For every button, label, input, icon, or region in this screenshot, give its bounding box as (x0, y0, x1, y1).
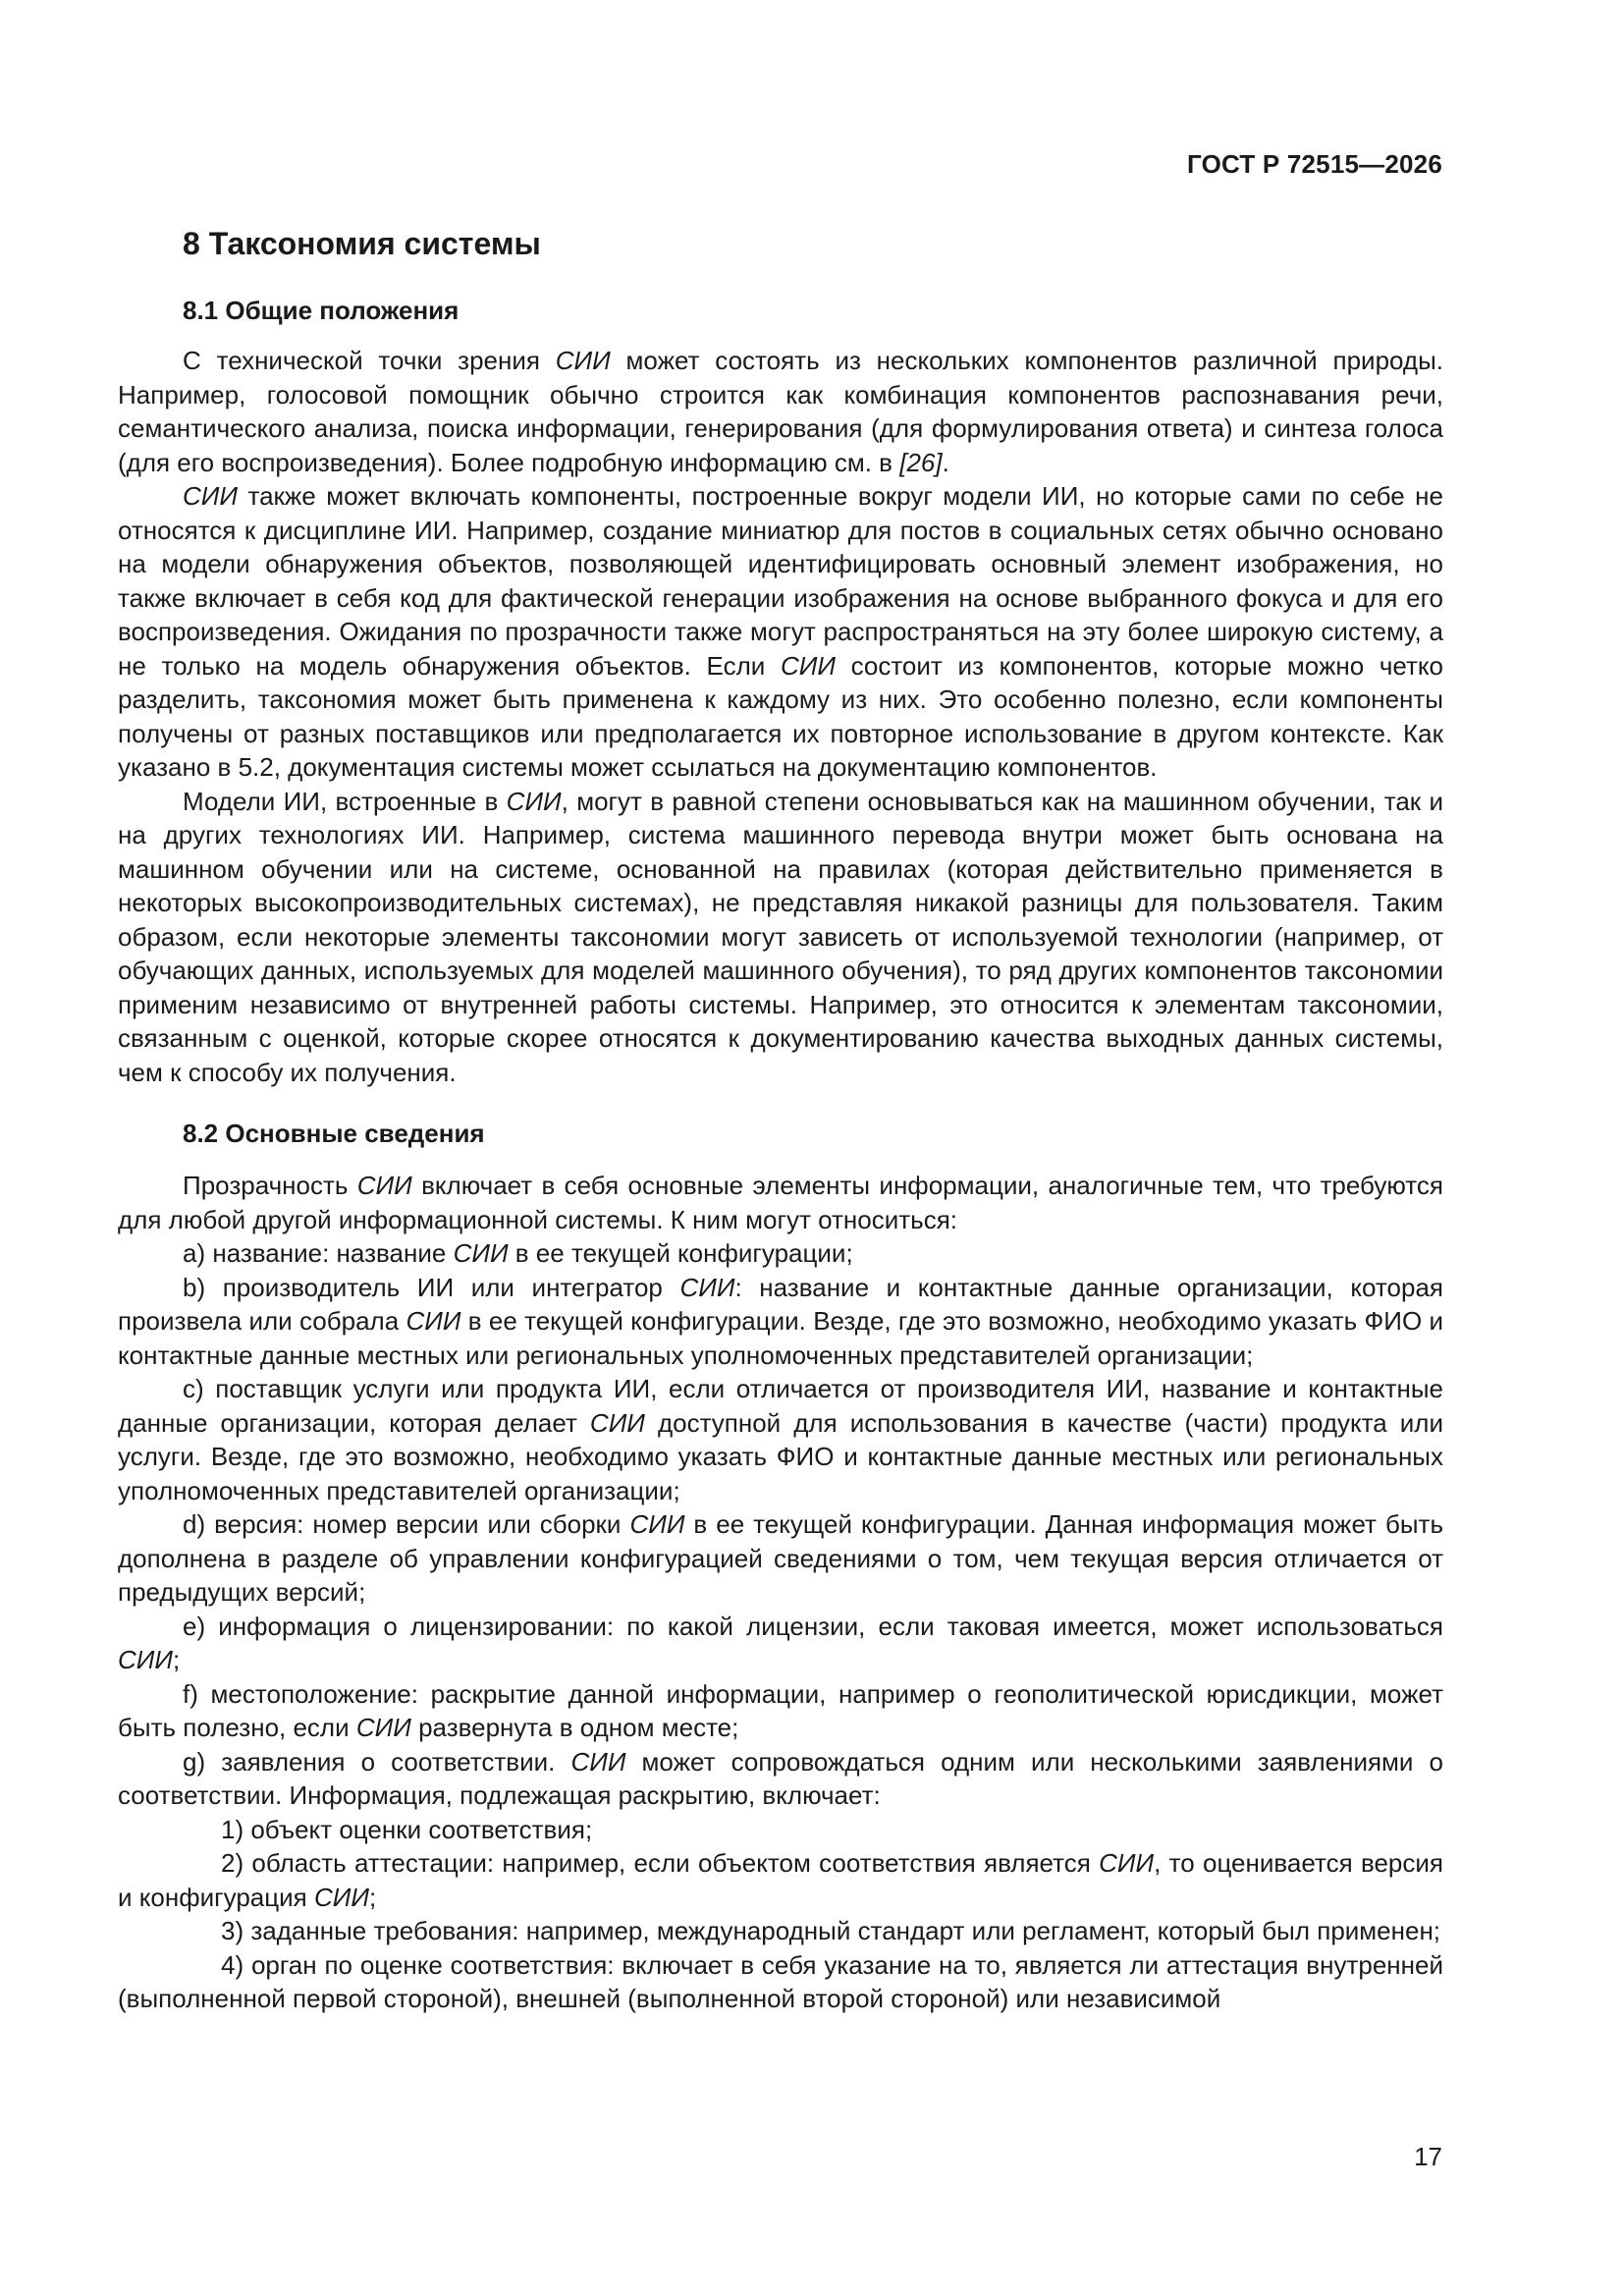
sublist-item-1: 1) объект оценки соответствия; (221, 1814, 593, 1844)
section-title: 8 Таксономия системы (183, 226, 541, 261)
sublist-item-3: 3) заданные требования: например, международный стандарт или регламент, который был применен; (221, 1916, 1441, 1945)
page-number: 17 (1414, 2142, 1442, 2171)
list-item-c: c) поставщик услуги или продукта ИИ, если отличается от производителя ИИ, название и контактные данные организации, которая делает СИИ доступной для использования в качестве (части) продукта или услуги. Везде, где это возможно, необходимо указать ФИО и контактные данные местных или региональных уполномоченных представителей организации; (118, 1374, 1444, 1505)
subsection-title-8-1: 8.1 Общие положения (183, 296, 460, 325)
list-item-f: f) местоположение: раскрытие данной информации, например о геополитической юрисдикции, может быть полезно, если СИИ развернута в одном месте; (118, 1678, 1443, 1742)
paragraph-8-1-3: Модели ИИ, встроенные в СИИ, могут в равной степени основываться как на машинном обучении, так и на других технологиях ИИ. Например, система машинного перевода внутри может быть основана на машинном обучении или на системе, основанной на правилах (которая действительно применяется в некоторых высокопроизводительных системах), не представляя никакой разницы для пользователя. Таким образом, если некоторые элементы таксономии могут зависеть от используемой технологии (например, от обучающих данных, используемых для моделей машинного обучения), то ряд других компонентов таксономии применим независимо от внутренней работы системы. Например, это относится к элементам таксономии, связанным с оценкой, которые скорее относятся к документированию качества выходных данных системы, чем к способу их получения. (118, 786, 1443, 1087)
subsection-title-8-2: 8.2 Основные сведения (183, 1119, 485, 1148)
subsection-8-2 (118, 1119, 1443, 2016)
list-item-e: e) информация о лицензировании: по какой лицензии, если таковая имеется, может использоваться СИИ; (118, 1611, 1443, 1674)
list-item-d: d) версия: номер версии или сборки СИИ в ее текущей конфигурации. Данная информация может быть дополнена в разделе об управлении конфигурацией сведениями о том, чем текущая версия отличается от предыдущих версий; (118, 1509, 1443, 1607)
paragraph-8-1-1: С технической точки зрения СИИ может состоять из нескольких компонентов различной природы. Например, голосовой помощник обычно строится как комбинация компонентов распознавания речи, семантического анализа, поиска информации, генерирования (для формулирования ответа) и синтеза голоса (для его воспроизведения). Более подробную информацию см. в [26]. (118, 346, 1443, 477)
reference-26: [26] (899, 447, 943, 477)
sublist-item-2: 2) область аттестации: например, если объектом соответствия является СИИ, то оценивается версия и конфигурация СИИ; (118, 1848, 1443, 1912)
list-item-a: a) название: название СИИ в ее текущей конфигурации; (183, 1238, 853, 1268)
paragraph-8-1-2: СИИ также может включать компоненты, построенные вокруг модели ИИ, но которые сами по себе не относятся к дисциплине ИИ. Например, создание миниатюр для постов в социальных сетях обычно основано на модели обнаружения объектов, позволяющей идентифицировать основный элемент изображения, но также включает в себя код для фактической генерации изображения на основе выбранного фокуса и для его воспроизведения. Ожидания по прозрачности также могут распространяться на эту более широкую систему, а не только на модель обнаружения объектов. Если СИИ состоит из компонентов, которые можно четко разделить, таксономия может быть применена к каждому из них. Это особенно полезно, если компоненты получены от разных поставщиков или предполагается их повторное использование в другом контексте. Как указано в 5.2, документация системы может ссылаться на документацию компонентов. (118, 481, 1444, 782)
sublist-item-4: 4) орган по оценке соответствия: включает в себя указание на то, является ли аттестация внутренней (выполненной первой стороной), внешней (выполненной второй стороной) или независимой (118, 1949, 1443, 2013)
list-item-g: g) заявления о соответствии. СИИ может сопровождаться одним или несколькими заявлениями о соответствии. Информация, подлежащая раскрытию, включает: (118, 1746, 1444, 1810)
page-content (118, 226, 1443, 2016)
document-standard-header: ГОСТ Р 72515—2026 (1187, 149, 1442, 179)
list-item-b: b) производитель ИИ или интегратор СИИ: название и контактные данные организации, которая произвела или собрала СИИ в ее текущей конфигурации. Везде, где это возможно, необходимо указать ФИО и контактные данные местных или региональных уполномоченных представителей организации; (118, 1272, 1444, 1370)
paragraph-8-2-intro: Прозрачность СИИ включает в себя основные элементы информации, аналогичные тем, что требуются для любой другой информационной системы. К ним могут относиться: (118, 1171, 1443, 1234)
